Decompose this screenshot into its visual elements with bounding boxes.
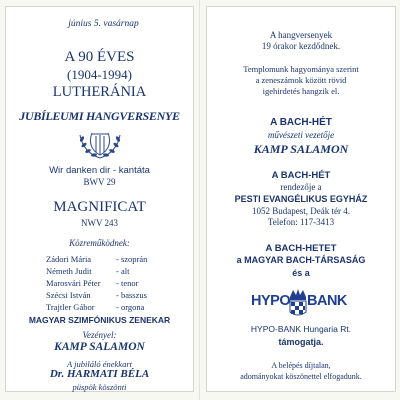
greeting-line: A jubiláló énekkart xyxy=(67,359,132,369)
work-1-title: Wir danken dir - kantáta xyxy=(49,165,150,176)
performer-row xyxy=(6,303,193,312)
performer-role: - alt xyxy=(116,266,130,276)
organizer-label: rendezője a xyxy=(280,182,322,192)
performer-role: - orgona xyxy=(116,302,145,312)
bishop-name: Dr. HARMATI BÉLA xyxy=(49,368,150,380)
footer-line-1: A belépés díjtalan, xyxy=(271,361,331,370)
right-panel xyxy=(206,6,396,392)
start-time-line-2: 19 órakor kezdődnek. xyxy=(261,41,341,51)
performer-row xyxy=(6,291,193,300)
bishop-role: püspök köszönti xyxy=(72,382,127,392)
jubilee-subtitle: JUBÍLEUMI HANGVERSENYE xyxy=(19,109,180,123)
crown-icon xyxy=(288,288,308,318)
bach-week-title-2: A BACH-HÉT xyxy=(271,170,331,181)
support-line-3: és a xyxy=(292,268,310,278)
start-time-line-1: A hangversenyek xyxy=(269,30,333,40)
artistic-director-label: művészeti vezetője xyxy=(267,130,335,140)
performer-role: - basszus xyxy=(116,290,147,300)
work-1-catalog: BWV 29 xyxy=(83,177,116,187)
logo-word-left: HYPO xyxy=(251,293,291,309)
performer-name: Trajtler Gábor xyxy=(46,302,95,312)
performer-role: - tenor xyxy=(116,278,139,288)
organizer-address: 1052 Budapest, Deák tér 4. xyxy=(252,206,350,216)
support-line-4: támogatja. xyxy=(278,337,324,347)
work-2-catalog: NWV 243 xyxy=(80,218,119,228)
performer-row xyxy=(6,279,193,288)
left-panel xyxy=(5,6,194,392)
performer-name: Németh Judit xyxy=(46,266,92,276)
concert-date: június 5. vasárnap xyxy=(68,19,139,29)
sponsor-name: HYPO-BANK Hungaria Rt. xyxy=(250,324,352,334)
footer-line-2: adományokat köszönettel elfogadunk. xyxy=(240,372,362,381)
title-line-1: A 90 ÉVES xyxy=(64,49,135,65)
performer-row xyxy=(6,255,193,264)
organizer-name: PESTI EVANGÉLIKUS EGYHÁZ xyxy=(234,194,368,204)
organizer-phone: Telefon: 117-3413 xyxy=(267,217,335,227)
hypo-bank-logo xyxy=(251,288,353,322)
support-line-1: A BACH-HETET xyxy=(265,243,337,254)
performer-name: Szécsi István xyxy=(46,290,91,300)
performer-name: Zádori Mária xyxy=(46,254,92,264)
temple-note-line-2: a zeneszámok között rövid xyxy=(255,75,347,85)
orchestra-name: MAGYAR SZIMFÓNIKUS ZENEKAR xyxy=(28,315,171,325)
conductor-name: KAMP SALAMON xyxy=(54,341,145,353)
work-2-title: MAGNIFICAT xyxy=(53,199,146,215)
logo-word-right: BANK xyxy=(307,293,347,309)
fold-line xyxy=(199,0,200,400)
lyre-oak-wreath-icon xyxy=(70,127,130,166)
performer-row xyxy=(6,267,193,276)
temple-note-line-3: igehirdetés hangzik el. xyxy=(262,86,340,96)
title-line-3: LUTHERÁNIA xyxy=(52,84,147,100)
participants-header: Közreműködnek: xyxy=(69,238,130,248)
artistic-director-name: KAMP SALAMON xyxy=(253,142,349,156)
performer-name: Marosvári Péter xyxy=(46,278,101,288)
temple-note-line-1: Templomunk hagyománya szerint xyxy=(243,64,359,74)
bach-week-title: A BACH-HÉT xyxy=(270,117,332,128)
conductor-label: Vezényel: xyxy=(82,330,117,340)
performer-role: - szoprán xyxy=(116,254,148,264)
support-line-2: a MAGYAR BACH-TÁRSASÁG xyxy=(236,255,366,265)
title-years: (1904-1994) xyxy=(67,67,132,82)
